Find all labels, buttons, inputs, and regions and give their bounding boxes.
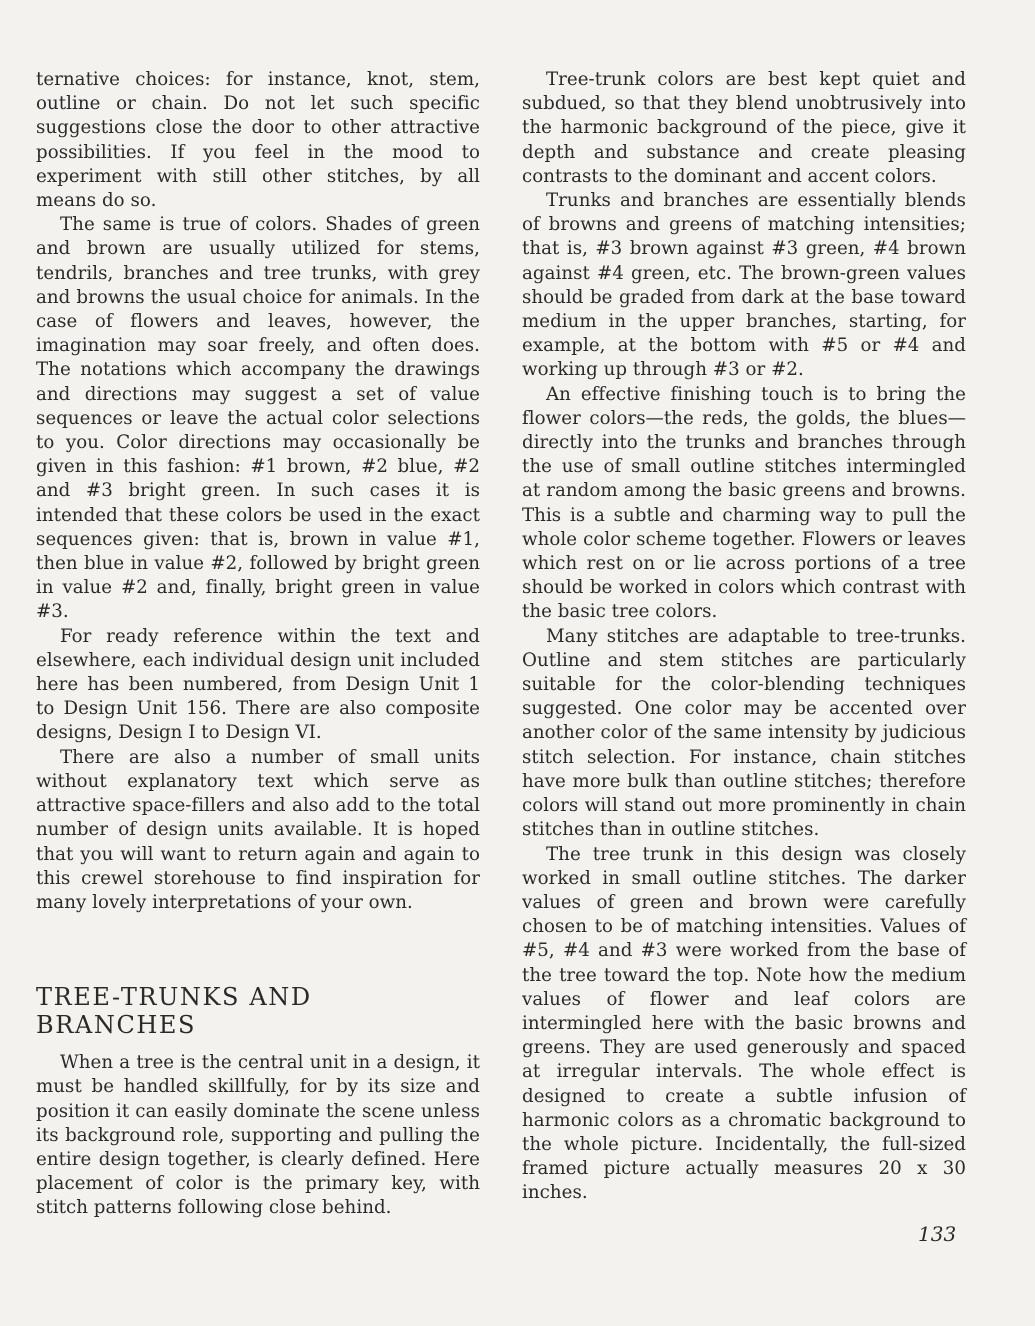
page-number: 133 bbox=[918, 1222, 957, 1246]
left-column bbox=[36, 68, 480, 1221]
right-column bbox=[522, 68, 966, 1206]
paragraph: There are also a number of small units without explanatory text which serve as attractive space-fillers and also add to the total number of design units available. It is hoped that you will want to return again and again to this crewel storehouse to find inspiration for many lovely interpretations of your own. bbox=[36, 746, 480, 913]
paragraph: The same is true of colors. Shades of green and brown are usually utilized for stems, tendrils, branches and tree trunks, with grey and browns the usual choice for animals. In the case of flowers and leaves, however, the imagination may soar freely, and often does. The notations which accompany the drawings and directions may suggest a set of value sequences or leave the actual color selections to you. Color directions may occasionally be given in this fashion: #1 brown, #2 blue, #2 and #3 bright green. In such cases it is intended that these colors be used in the exact sequences given: that is, brown in value #1, then blue in value #2, followed by bright green in value #2 and, finally, bright green in value #3. bbox=[36, 214, 480, 623]
paragraph: ternative choices: for instance, knot, stem, outline or chain. Do not let such specific suggestions close the door to other attractive possibilities. If you feel in the mood to experiment with still other stitches, by all means do so. bbox=[36, 69, 480, 212]
paragraph: The tree trunk in this design was closely worked in small outline stitches. The darker values of green and brown were carefully chosen to be of matching intensities. Values of #5, #4 and #3 were worked from the base of the tree toward the top. Note how the medium values of flower and leaf colors are intermingled here with the basic browns and greens. They are used generously and spaced at irregular intervals. The whole effect is designed to create a subtle infusion of harmonic colors as a chromatic background to the whole picture. Incidentally, the full-sized framed picture actually measures 20 x 30 inches. bbox=[522, 843, 966, 1204]
paragraph: An effective finishing touch is to bring the flower colors—the reds, the golds, the blues—directly into the trunks and branches through the use of small outline stitches intermingled at random among the basic greens and browns. This is a subtle and charming way to pull the whole color scheme together. Flowers or leaves which rest on or lie across portions of a tree should be worked in colors which contrast with the basic tree colors. bbox=[522, 383, 966, 623]
paragraph: When a tree is the central unit in a design, it must be handled skillfully, for by its size and position it can easily dominate the scene unless its background role, supporting and pulling the entire design together, is clearly defined. Here placement of color is the primary key, with stitch patterns following close behind. bbox=[36, 1052, 480, 1219]
paragraph: For ready reference within the text and elsewhere, each individual design unit included here has been numbered, from Design Unit 1 to Design Unit 156. There are also composite designs, Design I to Design VI. bbox=[36, 625, 480, 744]
paragraph: Trunks and branches are essentially blends of browns and greens of matching intensities; that is, #3 brown against #3 green, #4 brown against #4 green, etc. The brown-green values should be graded from dark at the base toward medium in the upper branches, starting, for example, at the bottom with #5 or #4 and working up through #3 or #2. bbox=[522, 190, 966, 381]
paragraph: Tree-trunk colors are best kept quiet and subdued, so that they blend unobtrusively into the harmonic background of the piece, give it depth and substance and create pleasing contrasts to the dominant and accent colors. bbox=[522, 69, 966, 187]
paragraph: Many stitches are adaptable to tree-trunks. Outline and stem stitches are particularly suitable for the color-blending techniques suggested. One color may be accented over another color of the same intensity by judicious stitch selection. For instance, chain stitches have more bulk than outline stitches; therefore colors will stand out more prominently in chain stitches than in outline stitches. bbox=[522, 625, 966, 841]
section-title: TREE-TRUNKS AND BRANCHES bbox=[36, 983, 312, 1040]
